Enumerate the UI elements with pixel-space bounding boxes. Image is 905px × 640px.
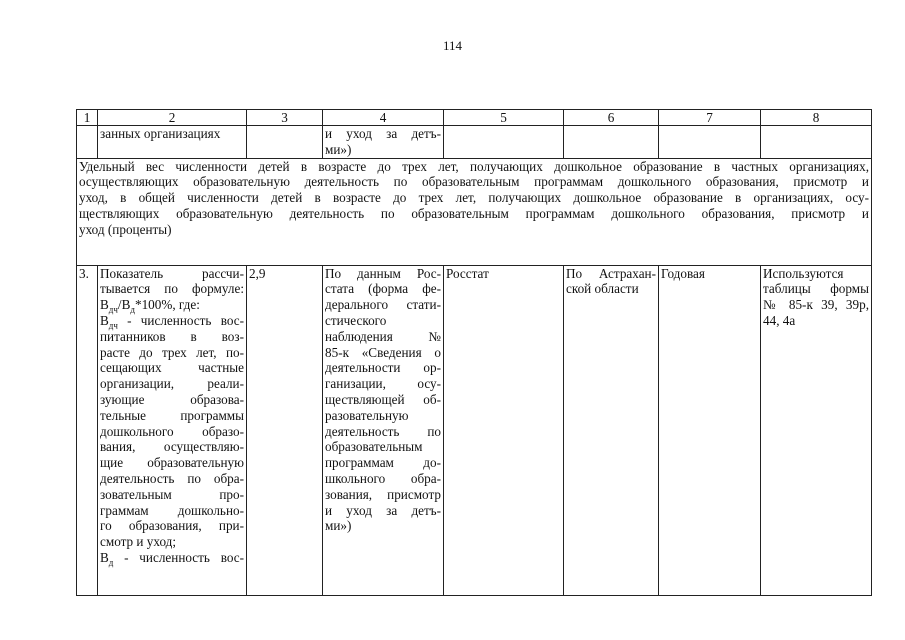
territory	[564, 265, 659, 595]
source-line: деятельности ор-	[325, 360, 441, 376]
formula-line: расте до трех лет, по-	[100, 344, 244, 360]
formula-line: го образования, при-	[100, 518, 244, 534]
formula-line: зовательным про-	[100, 486, 244, 502]
cont-cell-1	[77, 126, 98, 159]
formula-line: организации, реали-	[100, 376, 244, 392]
indicator-row	[77, 265, 872, 595]
cont-cell-4-line: ми»)	[325, 141, 352, 157]
formula-line: зующие образова-	[100, 391, 244, 407]
formula-line: смотр и уход;	[100, 534, 177, 550]
header-cell-8: 8	[761, 110, 872, 126]
header-row	[77, 110, 872, 126]
header-cell-6: 6	[564, 110, 659, 126]
formula-line: Показатель рассчи-	[100, 265, 244, 281]
source-line: деятельность по	[325, 423, 441, 439]
formula-line: сещающих частные	[100, 360, 244, 376]
target-value: 2,9	[247, 265, 323, 595]
source-line: дерального стати-	[325, 297, 441, 313]
cont-cell-4	[323, 126, 444, 159]
section-title-line: осуществляющих образовательную деятельность по образовательным программам дошкольного образования, присмотр и	[79, 174, 869, 190]
formula-line: тывается по формуле:	[100, 281, 244, 297]
section-title-line: уход, в общей численности детей в возрасте до трех лет, получающих дошкольное образование в организациях, осу-	[79, 190, 869, 206]
cont-cell-6	[564, 126, 659, 159]
source-line: ми»)	[325, 518, 352, 534]
formula-line: $B_д$ - численность вос-	[100, 549, 244, 568]
source-line: программам до-	[325, 455, 441, 471]
row-number: 3.	[77, 265, 98, 595]
cont-cell-5	[444, 126, 564, 159]
header-cell-1: 1	[77, 110, 98, 126]
cont-cell-8	[761, 126, 872, 159]
source-line: разовательную	[325, 407, 409, 423]
formula-line: щие образовательную	[100, 455, 244, 471]
continuation-row	[77, 126, 872, 159]
source-line: стата (форма фе-	[325, 281, 441, 297]
formula-line: вания, осуществляю-	[100, 439, 244, 455]
periodicity: Годовая	[659, 265, 761, 595]
section-title-row	[77, 158, 872, 265]
formula-line: деятельность по обра-	[100, 470, 244, 486]
source-line: и уход за детъ-	[325, 502, 441, 518]
notes	[761, 265, 872, 595]
header-cell-5: 5	[444, 110, 564, 126]
source-line: стического	[325, 312, 387, 328]
cont-cell-4-line: и уход за детъ-	[325, 126, 441, 141]
source-line: наблюдения №	[325, 328, 441, 344]
data-source-description	[323, 265, 444, 595]
formula-line: питанников в воз-	[100, 328, 244, 344]
source-line: образовательным	[325, 439, 423, 455]
responsible-agency: Росстат	[444, 265, 564, 595]
source-line: школьного обра-	[325, 470, 441, 486]
section-title-line: Удельный вес численности детей в возрасте до трех лет, получающих дошкольное образование в частных организациях,	[79, 158, 869, 174]
formula-description	[98, 265, 247, 595]
header-cell-7: 7	[659, 110, 761, 126]
header-cell-3: 3	[247, 110, 323, 126]
cont-cell-7	[659, 126, 761, 159]
territory-line: По Астрахан-	[566, 265, 656, 281]
formula-line: $B_{дч}/B_д*100\%$, где:	[100, 297, 200, 315]
section-title-line: ществляющих образовательную деятельность по образовательным программам дошкольного образования, присмотр и	[79, 205, 869, 221]
cont-cell-3	[247, 126, 323, 159]
source-line: По данным Рос-	[325, 265, 441, 281]
notes-line: таблицы формы	[763, 281, 869, 297]
notes-line: 44, 4а	[763, 312, 796, 328]
formula-line: граммам дошкольно-	[100, 502, 244, 518]
source-line: 85-к «Сведения о	[325, 344, 441, 360]
formula-line: $B_{дч}$ - численность вос-	[100, 312, 244, 331]
notes-line: № 85-к 39, 39р,	[763, 297, 869, 313]
section-title-line: уход (проценты)	[79, 221, 172, 237]
notes-line: Используются	[763, 265, 844, 281]
indicator-table	[76, 109, 872, 596]
formula-line: дошкольного образо-	[100, 423, 244, 439]
header-cell-4: 4	[323, 110, 444, 126]
header-cell-2: 2	[98, 110, 247, 126]
territory-line: ской области	[566, 281, 639, 297]
section-title	[77, 158, 872, 265]
source-line: ществляющей об-	[325, 391, 441, 407]
formula-line: тельные программы	[100, 407, 244, 423]
source-line: зования, присмотр	[325, 486, 441, 502]
source-line: ганизации, осу-	[325, 376, 441, 392]
page-number: 114	[442, 38, 463, 53]
cont-cell-2: занных организациях	[98, 126, 247, 159]
